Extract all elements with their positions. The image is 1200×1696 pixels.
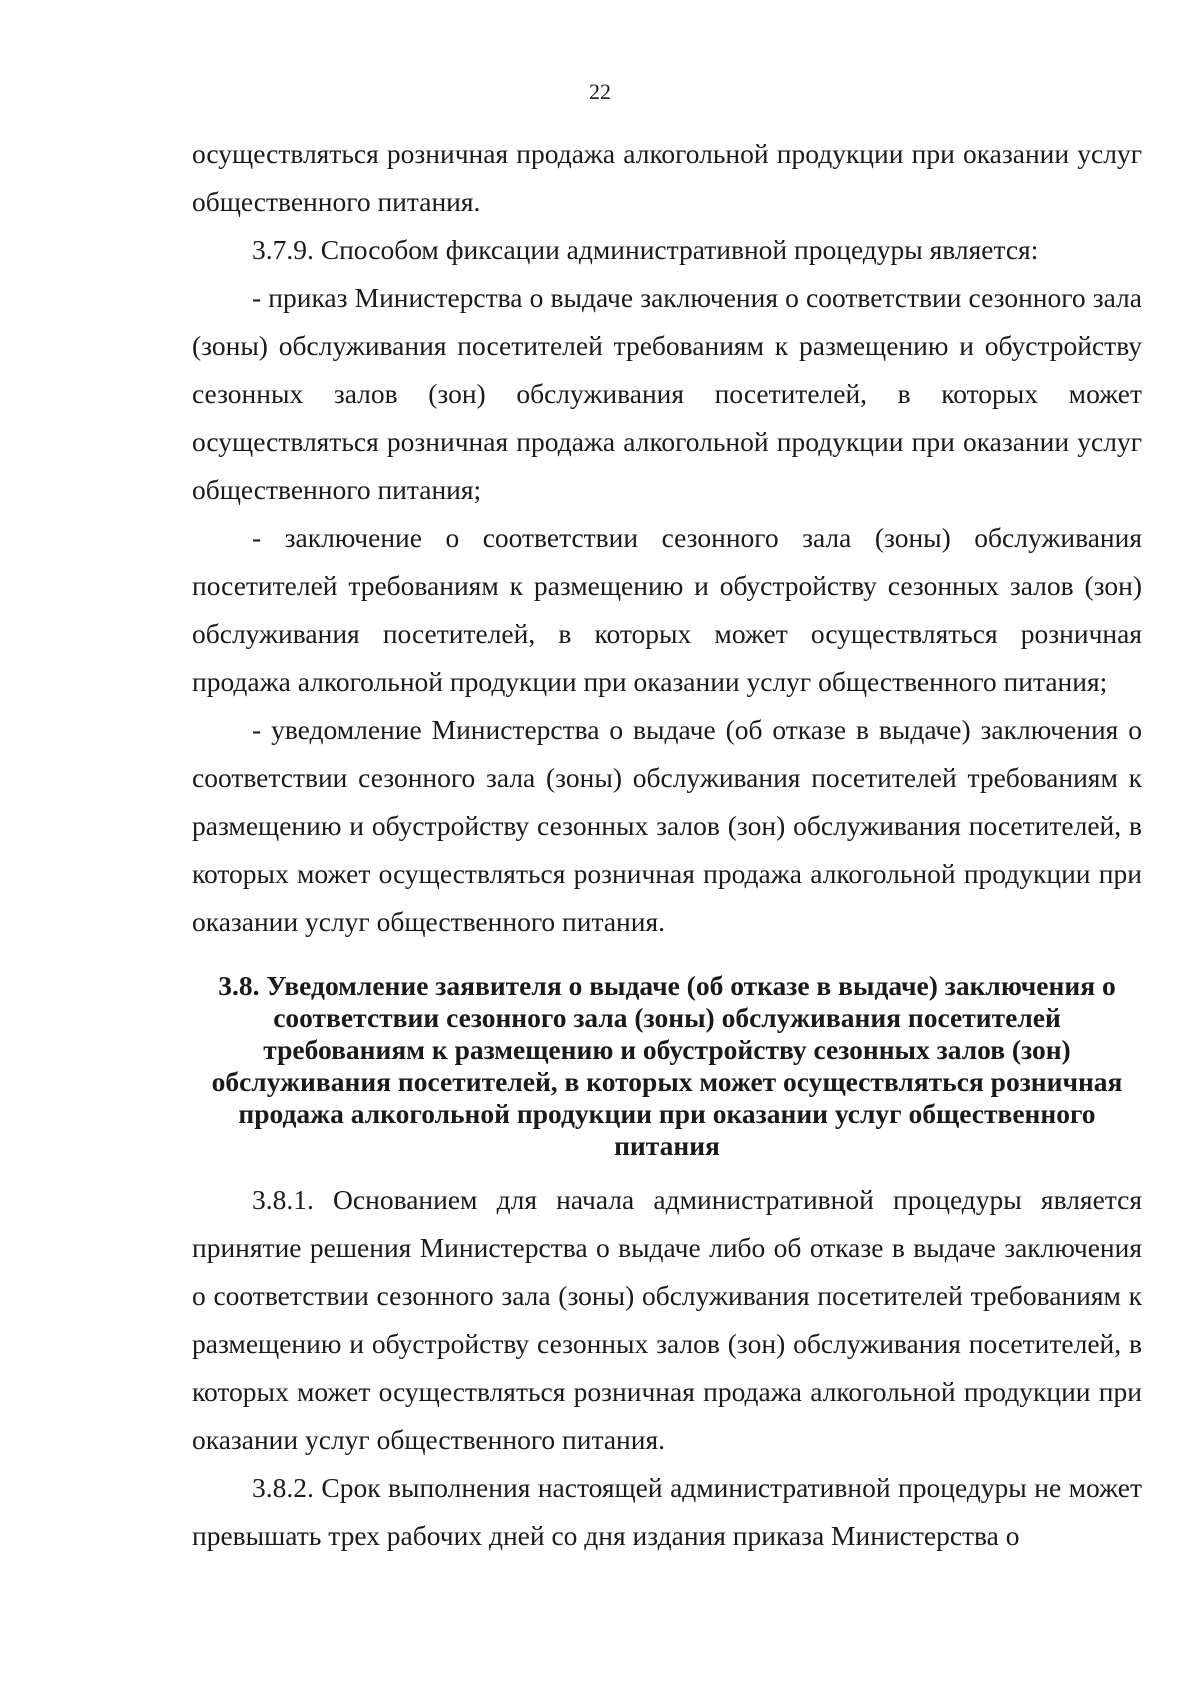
paragraph-3-7-9: 3.7.9. Способом фиксации административной процедуры является: — [252, 234, 1039, 265]
paragraph-3-8-1: 3.8.1. Основанием для начала административной процедуры является принятие решения Министерства о выдаче либо об отказе в выдаче заключения о соответствии сезонного зала (зоны) обслуживания посетителей требованиям к размещению и обустройству сезонных залов (зон) обслуживания посетителей, в которых может осуществляться розничная продажа алкогольной продукции при оказании услуг общественного питания. — [192, 1184, 1142, 1455]
list-item-notification: - уведомление Министерства о выдаче (об отказе в выдаче) заключения о соответствии сезонного зала (зоны) обслуживания посетителей требованиям к размещению и обустройству сезонных залов (зон) обслуживания посетителей, в которых может осуществляться розничная продажа алкогольной продукции при оказании услуг общественного питания. — [192, 714, 1142, 937]
section-heading-3-8: 3.8. Уведомление заявителя о выдаче (об отказе в выдаче) заключения о соответствии сезонного зала (зоны) обслуживания посетителей требованиям к размещению и обустройству сезонных залов (зон) обслуживания посетителей, в которых может осуществляться розничная продажа алкогольной продукции при оказании услуг общественного питания — [211, 970, 1123, 1161]
list-item-conclusion: - заключение о соответствии сезонного зала (зоны) обслуживания посетителей требованиям к размещению и обустройству сезонных залов (зон) обслуживания посетителей, в которых может осуществляться розничная продажа алкогольной продукции при оказании услуг общественного питания; — [192, 522, 1142, 697]
document-body — [192, 130, 1142, 1560]
list-item-order: - приказ Министерства о выдаче заключения о соответствии сезонного зала (зоны) обслуживания посетителей требованиям к размещению и обустройству сезонных залов (зон) обслуживания посетителей, в которых может осуществляться розничная продажа алкогольной продукции при оказании услуг общественного питания; — [192, 282, 1142, 505]
page-number: 22 — [589, 79, 611, 104]
paragraph-continuation: осуществляться розничная продажа алкогольной продукции при оказании услуг общественного питания. — [192, 138, 1142, 217]
paragraph-3-8-2: 3.8.2. Срок выполнения настоящей административной процедуры не может превышать трех рабочих дней со дня издания приказа Министерства о — [192, 1472, 1142, 1551]
